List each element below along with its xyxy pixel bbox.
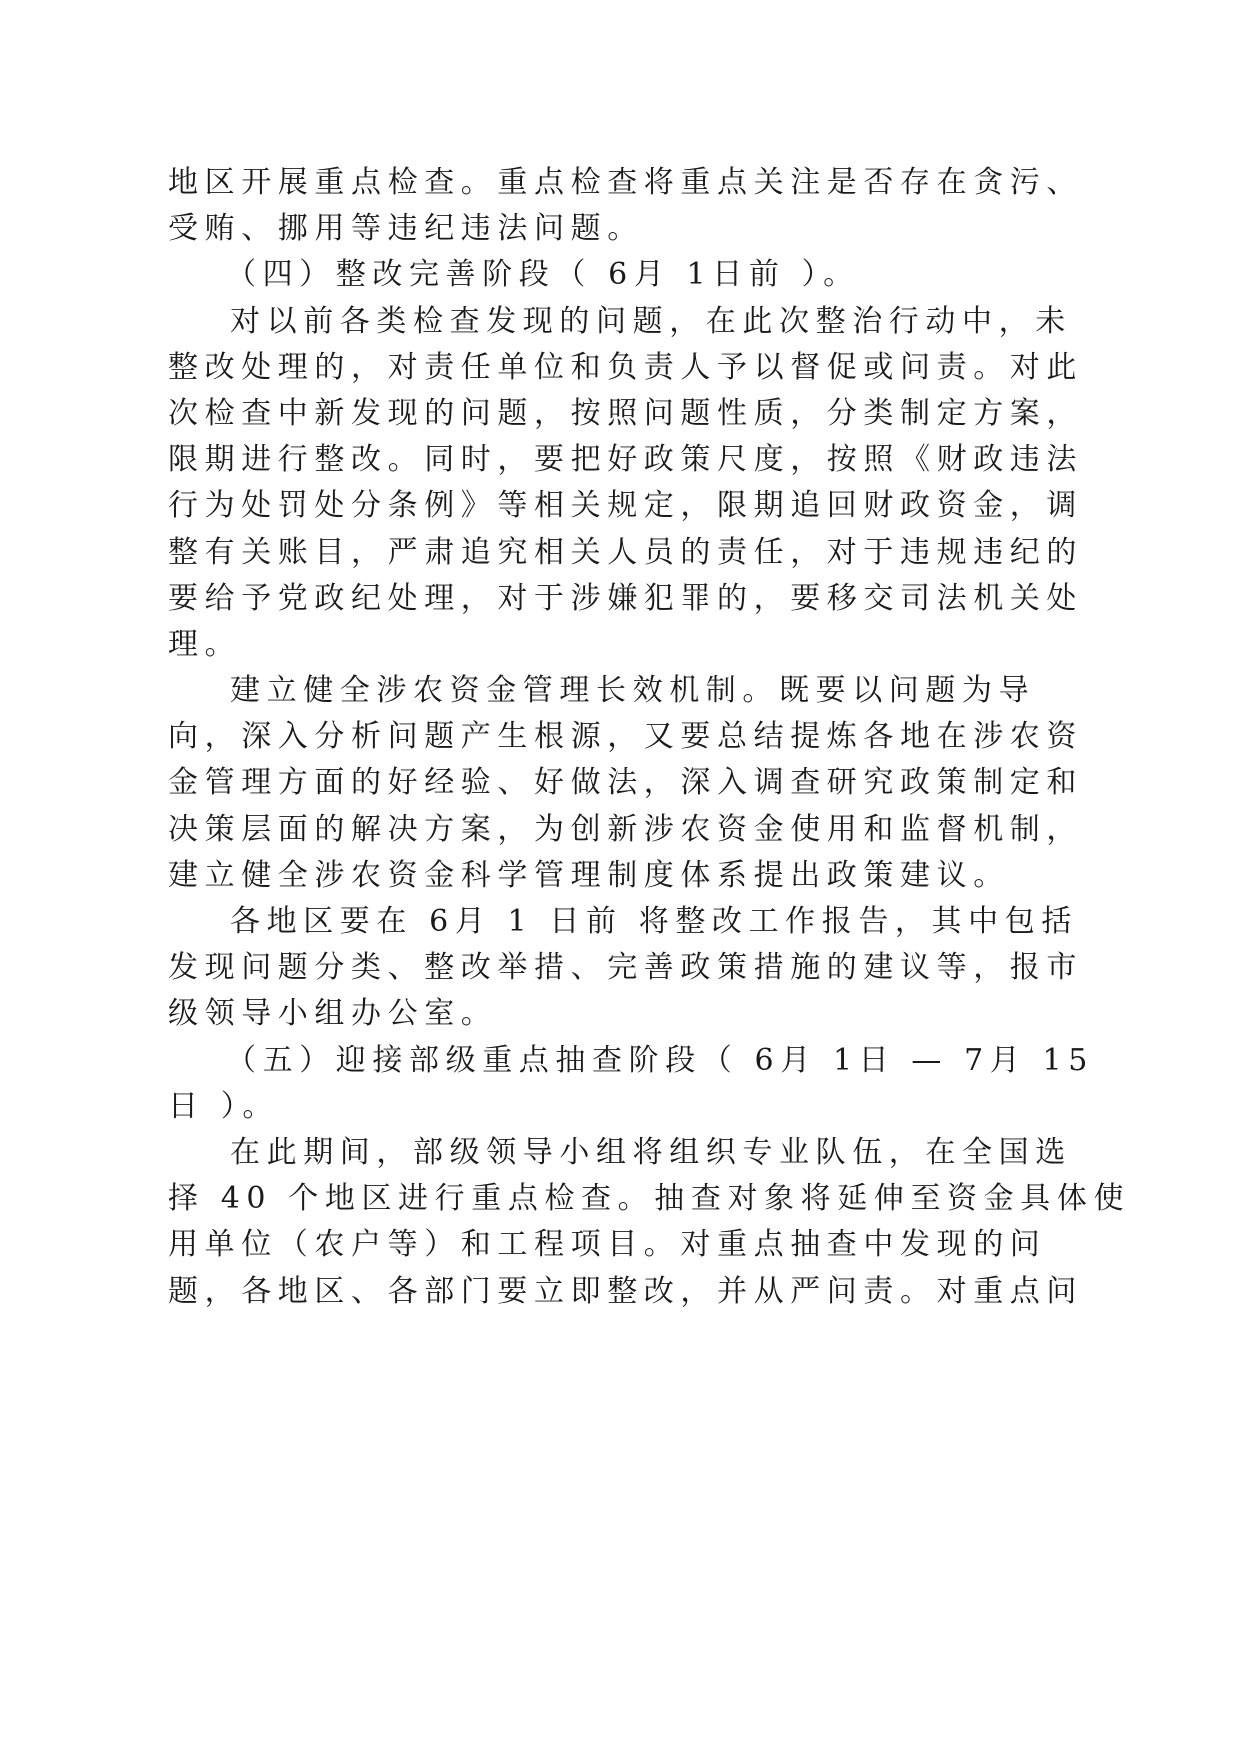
text-line: 次检查中新发现的问题，按照问题性质，分类制定方案， bbox=[168, 395, 1083, 431]
text-line: 用单位（农户等）和工程项目。对重点抽查中发现的问 bbox=[168, 1227, 1047, 1263]
section-heading-4: （四）整改完善阶段（ 6月 1日前 ）。 bbox=[226, 257, 860, 293]
paragraph-start: 在此期间，部级领导小组将组织专业队伍，在全国选 bbox=[230, 1134, 1072, 1170]
text-line: 级领导小组办公室。 bbox=[168, 996, 498, 1032]
text-line: 理。 bbox=[168, 626, 242, 662]
text-line: 限期进行整改。同时，要把好政策尺度，按照《财政违法 bbox=[168, 442, 1083, 478]
text-line: 整有关账目，严肃追究相关人员的责任，对于违规违纪的 bbox=[168, 534, 1083, 570]
text-line: 金管理方面的好经验、好做法，深入调查研究政策制定和 bbox=[168, 765, 1083, 801]
paragraph-start: 对以前各类检查发现的问题，在此次整治行动中，未 bbox=[230, 303, 1072, 339]
text-line: 要给予党政纪处理，对于涉嫌犯罪的，要移交司法机关处 bbox=[168, 580, 1083, 616]
paragraph-start: 各地区要在 6月 1 日前 将整改工作报告，其中包括 bbox=[230, 904, 1078, 939]
text-line: 行为处罚处分条例》等相关规定，限期追回财政资金，调 bbox=[168, 488, 1083, 524]
text-line: 地区开展重点检查。重点检查将重点关注是否存在贪污、 bbox=[168, 165, 1083, 200]
text-line: 整改处理的，对责任单位和负责人予以督促或问责。对此 bbox=[168, 349, 1083, 385]
text-line: 建立健全涉农资金科学管理制度体系提出政策建议。 bbox=[168, 857, 1010, 893]
text-line: 受贿、挪用等违纪违法问题。 bbox=[168, 211, 644, 247]
text-line: 向，深入分析问题产生根源，又要总结提炼各地在涉农资 bbox=[168, 719, 1083, 755]
text-line: 日 ）。 bbox=[168, 1088, 279, 1124]
paragraph-start: 建立健全涉农资金管理长效机制。既要以问题为导 bbox=[230, 673, 1036, 709]
text-line: 发现问题分类、整改举措、完善政策措施的建议等，报市 bbox=[168, 950, 1083, 986]
section-heading-5: （五）迎接部级重点抽查阶段（ 6月 1日 — 7月 15 bbox=[226, 1042, 1094, 1078]
text-line: 择 40 个地区进行重点检查。抽查对象将延伸至资金具体使 bbox=[168, 1181, 1131, 1217]
document-page bbox=[168, 160, 1131, 1315]
text-line: 决策层面的解决方案，为创新涉农资金使用和监督机制， bbox=[168, 811, 1083, 847]
text-line: 题，各地区、各部门要立即整改，并从严问责。对重点问 bbox=[168, 1273, 1083, 1309]
